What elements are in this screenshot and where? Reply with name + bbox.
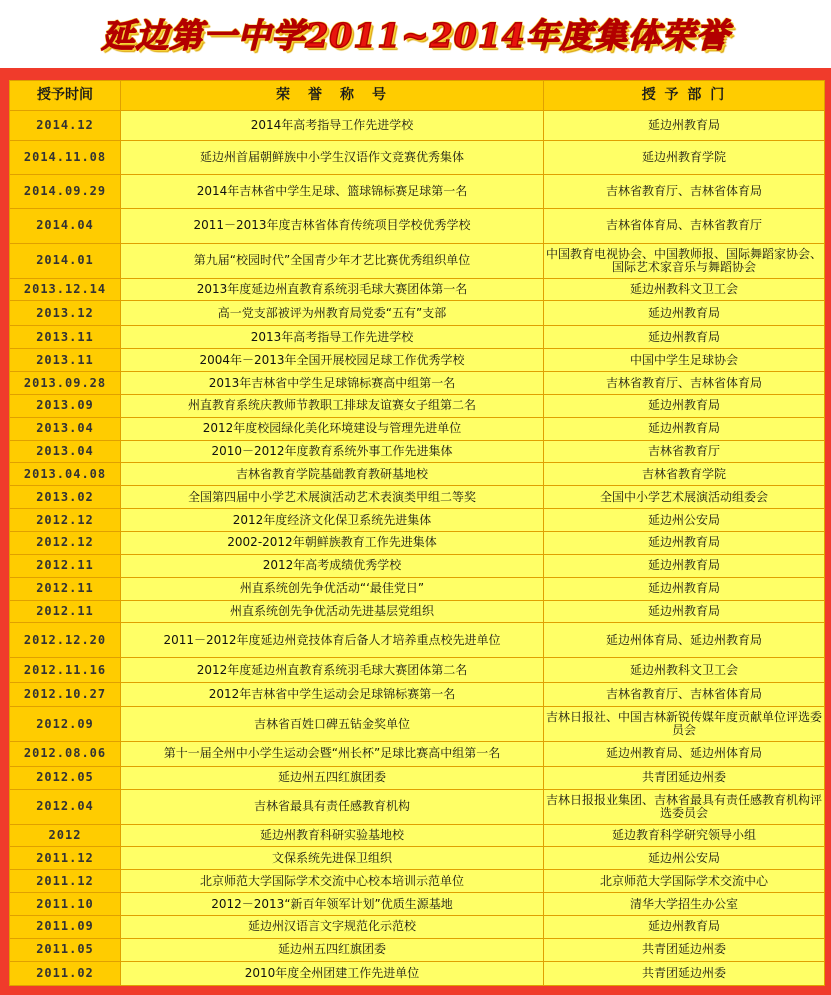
award-date-cell: 2011.12 [10,870,121,893]
honor-title-cell: 2012－2013“新百年领军计划”优质生源基地 [121,893,544,916]
award-date-cell: 2012.10.27 [10,683,121,707]
table-row [10,824,825,847]
award-date-cell: 2013.04 [10,440,121,463]
honor-title-cell: 2012年吉林省中学生运动会足球锦标赛第一名 [121,683,544,707]
table-row [10,394,825,417]
honor-title-cell: 吉林省百姓口碑五钻金奖单位 [121,707,544,742]
award-date-cell: 2012.12.20 [10,623,121,658]
table-row [10,440,825,463]
award-date-cell: 2012.11 [10,577,121,600]
table-row [10,141,825,175]
award-date-cell: 2012.11 [10,600,121,623]
table-row [10,847,825,870]
honor-title-cell: 2012年度校园绿化美化环境建设与管理先进单位 [121,417,544,440]
awarding-department-cell: 延边教育科学研究领导小组 [544,824,825,847]
award-date-cell: 2012.11.16 [10,658,121,683]
awarding-department-cell: 延边州教育学院 [544,141,825,175]
table-row [10,577,825,600]
honor-title-cell: 第九届“校园时代”全国青少年才艺比赛优秀组织单位 [121,243,544,278]
award-date-cell: 2013.04.08 [10,463,121,486]
honor-title-cell: 高一党支部被评为州教育局党委“五有”支部 [121,301,544,326]
awarding-department-cell: 延边州教育局 [544,326,825,349]
column-header-honor: 荣 誉 称 号 [121,81,544,111]
honor-title-cell: 2011－2013年度吉林省体育传统项目学校优秀学校 [121,208,544,243]
award-date-cell: 2013.12 [10,301,121,326]
honor-title-cell: 2012年度经济文化保卫系统先进集体 [121,509,544,532]
award-date-cell: 2011.05 [10,938,121,961]
awarding-department-cell: 吉林日报社、中国吉林新锐传媒年度贡献单位评选委员会 [544,707,825,742]
table-header-row [10,81,825,111]
awarding-department-cell: 共青团延边州委 [544,766,825,789]
awarding-department-cell: 延边州体育局、延边州教育局 [544,623,825,658]
honor-title-cell: 2012年度延边州直教育系统羽毛球大赛团体第二名 [121,658,544,683]
table-row [10,111,825,141]
table-row [10,278,825,301]
awarding-department-cell: 中国中学生足球协会 [544,349,825,372]
awarding-department-cell: 吉林省教育厅、吉林省体育局 [544,175,825,209]
award-date-cell: 2014.09.29 [10,175,121,209]
honor-table-frame [0,68,831,995]
table-row [10,417,825,440]
awarding-department-cell: 延边州教育局 [544,301,825,326]
column-header-date: 授予时间 [10,81,121,111]
honor-title-cell: 延边州汉语言文字规范化示范校 [121,916,544,939]
honor-title-cell: 州直系统创先争优活动“‘最佳党日” [121,577,544,600]
honor-title-cell: 2010年度全州团建工作先进单位 [121,961,544,985]
table-row [10,916,825,939]
honor-table [9,80,825,986]
awarding-department-cell: 北京师范大学国际学术交流中心 [544,870,825,893]
award-date-cell: 2013.09.28 [10,372,121,395]
awarding-department-cell: 延边州公安局 [544,509,825,532]
honor-title-cell: 2013年高考指导工作先进学校 [121,326,544,349]
table-row [10,893,825,916]
table-row [10,623,825,658]
table-row [10,870,825,893]
award-date-cell: 2012.12 [10,532,121,555]
honor-title-cell: 全国第四届中小学艺术展演活动艺术表演类甲组二等奖 [121,486,544,509]
award-date-cell: 2012 [10,824,121,847]
awarding-department-cell: 延边州教育局 [544,600,825,623]
awarding-department-cell: 延边州教育局 [544,916,825,939]
awarding-department-cell: 吉林省教育厅 [544,440,825,463]
table-row [10,658,825,683]
honor-title-cell: 文保系统先进保卫组织 [121,847,544,870]
honor-title-cell: 延边州教育科研实验基地校 [121,824,544,847]
awarding-department-cell: 全国中小学艺术展演活动组委会 [544,486,825,509]
award-date-cell: 2013.02 [10,486,121,509]
award-date-cell: 2011.12 [10,847,121,870]
awarding-department-cell: 吉林日报报业集团、吉林省最具有责任感教育机构评选委员会 [544,789,825,824]
honor-title-cell: 延边州五四红旗团委 [121,938,544,961]
honor-title-cell: 2012年高考成绩优秀学校 [121,554,544,577]
honor-title-cell: 州直教育系统庆教师节教职工排球友谊赛女子组第二名 [121,394,544,417]
awarding-department-cell: 延边州教育局 [544,417,825,440]
award-date-cell: 2011.10 [10,893,121,916]
table-row [10,243,825,278]
awarding-department-cell: 吉林省教育厅、吉林省体育局 [544,372,825,395]
honor-title-cell: 2010－2012年度教育系统外事工作先进集体 [121,440,544,463]
awarding-department-cell: 延边州公安局 [544,847,825,870]
award-date-cell: 2014.12 [10,111,121,141]
awarding-department-cell: 吉林省教育厅、吉林省体育局 [544,683,825,707]
table-row [10,349,825,372]
table-row [10,600,825,623]
table-row [10,961,825,985]
honor-title-cell: 延边州首届朝鲜族中小学生汉语作文竞赛优秀集体 [121,141,544,175]
honor-title-cell: 延边州五四红旗团委 [121,766,544,789]
award-date-cell: 2014.04 [10,208,121,243]
award-date-cell: 2012.09 [10,707,121,742]
award-date-cell: 2013.04 [10,417,121,440]
table-row [10,301,825,326]
table-row [10,208,825,243]
honor-title-cell: 2002-2012年朝鲜族教育工作先进集体 [121,532,544,555]
awarding-department-cell: 延边州教科文卫工会 [544,658,825,683]
honor-title-cell: 吉林省最具有责任感教育机构 [121,789,544,824]
awarding-department-cell: 清华大学招生办公室 [544,893,825,916]
award-date-cell: 2012.12 [10,509,121,532]
awarding-department-cell: 延边州教育局、延边州体育局 [544,741,825,766]
honor-title-cell: 第十一届全州中小学生运动会暨“州长杯”足球比赛高中组第一名 [121,741,544,766]
award-date-cell: 2012.08.06 [10,741,121,766]
table-row [10,938,825,961]
table-row [10,175,825,209]
honor-title-cell: 2013年度延边州直教育系统羽毛球大赛团体第一名 [121,278,544,301]
column-header-department: 授 予 部 门 [544,81,825,111]
awarding-department-cell: 吉林省教育学院 [544,463,825,486]
honor-title-cell: 2014年吉林省中学生足球、篮球锦标赛足球第一名 [121,175,544,209]
honor-title-cell: 2011－2012年度延边州竞技体育后备人才培养重点校先进单位 [121,623,544,658]
table-row [10,683,825,707]
honor-title-cell: 2013年吉林省中学生足球锦标赛高中组第一名 [121,372,544,395]
honor-title-cell: 吉林省教育学院基础教育教研基地校 [121,463,544,486]
award-date-cell: 2013.09 [10,394,121,417]
table-row [10,741,825,766]
awarding-department-cell: 延边州教育局 [544,577,825,600]
awarding-department-cell: 共青团延边州委 [544,961,825,985]
award-date-cell: 2014.11.08 [10,141,121,175]
table-row [10,486,825,509]
table-row [10,707,825,742]
awarding-department-cell: 延边州教科文卫工会 [544,278,825,301]
awarding-department-cell: 吉林省体育局、吉林省教育厅 [544,208,825,243]
page-title: 延边第一中学2011~2014年度集体荣誉 [101,15,730,55]
award-date-cell: 2011.02 [10,961,121,985]
awarding-department-cell: 延边州教育局 [544,111,825,141]
awarding-department-cell: 中国教育电视协会、中国教师报、国际舞蹈家协会、国际艺术家音乐与舞蹈协会 [544,243,825,278]
awarding-department-cell: 延边州教育局 [544,532,825,555]
award-date-cell: 2014.01 [10,243,121,278]
awarding-department-cell: 共青团延边州委 [544,938,825,961]
award-date-cell: 2012.11 [10,554,121,577]
award-date-cell: 2013.11 [10,326,121,349]
honor-title-cell: 北京师范大学国际学术交流中心校本培训示范单位 [121,870,544,893]
award-date-cell: 2013.11 [10,349,121,372]
table-row [10,766,825,789]
table-row [10,789,825,824]
award-date-cell: 2013.12.14 [10,278,121,301]
awarding-department-cell: 延边州教育局 [544,394,825,417]
honor-title-cell: 2014年高考指导工作先进学校 [121,111,544,141]
award-date-cell: 2012.05 [10,766,121,789]
table-row [10,554,825,577]
table-row [10,463,825,486]
table-row [10,532,825,555]
honor-title-cell: 2004年－2013年全国开展校园足球工作优秀学校 [121,349,544,372]
table-row [10,326,825,349]
honor-title-cell: 州直系统创先争优活动先进基层党组织 [121,600,544,623]
awarding-department-cell: 延边州教育局 [544,554,825,577]
award-date-cell: 2011.09 [10,916,121,939]
table-row [10,372,825,395]
award-date-cell: 2012.04 [10,789,121,824]
table-row [10,509,825,532]
